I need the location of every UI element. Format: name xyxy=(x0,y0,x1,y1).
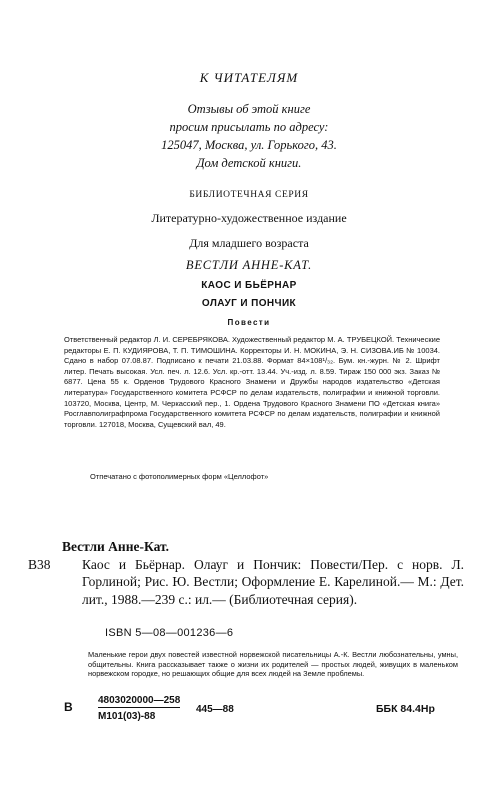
annotation-text: Маленькие герои двух повестей известной норвежской писательницы А.-К. Вестли любознательны, умны, общительны. Книга рассказывает также о жизни их родителей — простых людей, живущих в маленьком норвежском городке, но решающих общие для всех людей на Земле проблемы. xyxy=(88,650,458,679)
bbk-code: ББК 84.4Нр xyxy=(376,703,435,715)
card-author: Вестли Анне-Кат. xyxy=(62,539,169,554)
card-description: Каос и Бьёрнар. Олауг и Пончик: Повести/Пер. с норв. Л. Горлиной; Рис. Ю. Вестли; Оформление Е. Карелиной.— М.: Дет. лит., 1988.—239 с.: ил.— (Библиотечная серия). xyxy=(82,556,464,607)
genre-label: Повести xyxy=(227,318,271,327)
classification-code-right: 445—88 xyxy=(196,704,234,715)
to-readers-line: Дом детской книги. xyxy=(196,156,302,170)
series-label: БИБЛИОТЕЧНАЯ СЕРИЯ xyxy=(189,190,309,200)
catalog-card xyxy=(62,538,464,608)
classification-letter: В xyxy=(64,700,73,714)
imprint-text: Ответственный редактор Л. И. СЕРЕБРЯКОВА. Художественный редактор М. А. ТРУБЕЦКОЙ. Технические редакторы Е. П. КУДИЯРОВА, Т. П. ТИМОШИНА. Корректоры И. Н. МОКИНА, Э. Н. СИЗОВА.ИБ № 10034. Сдано в набор 07.08.87. Подписано к печати 21.03.88. Формат 84×108¹/₃₂. Бум. кн.-журн. № 2. Шрифт литер. Печать высокая. Усл. печ. л. 12.6. Усл. кр.-отт. 13.44. Уч.-изд. л. 8.59. Тираж 150 000 экз. Заказ № 6877. Цена 55 к. Орденов Трудового Красного Знамени и Дружбы народов издательство «Детская литература» Государственного комитета РСФСР по делам издательств, полиграфии и книжной торговли. 103720, Москва, Центр, М. Черкасский пер., 1. Ордена Трудового Красного Знамени ПО «Детская книга» Росглавполиграфпрома Государственного комитета РСФСР по делам издательств, полиграфии и книжной торговли. 127018, Москва, Сущевский вал, 49. xyxy=(64,335,440,429)
classification-code-bottom: М101(03)-88 xyxy=(98,711,156,722)
classification-code-top: 4803020000—258 xyxy=(98,695,181,706)
to-readers-line: просим присылать по адресу: xyxy=(169,120,329,134)
book-title-1: КАОС И БЬЁРНАР xyxy=(201,280,297,291)
edition-type: Литературно-художественное издание xyxy=(151,211,347,225)
printed-note: Отпечатано с фотополимерных форм «Целлофот» xyxy=(90,472,269,481)
to-readers-section xyxy=(0,70,498,172)
book-title-2: ОЛАУГ И ПОНЧИК xyxy=(201,298,297,309)
catalog-code: В38 xyxy=(28,557,51,572)
to-readers-line: 125047, Москва, ул. Горького, 43. xyxy=(161,138,337,152)
to-readers-title: К ЧИТАТЕЛЯМ xyxy=(199,70,299,85)
imprint-block xyxy=(64,335,440,430)
author-name: ВЕСТЛИ АННЕ-КАТ. xyxy=(185,258,313,272)
to-readers-line: Отзывы об этой книге xyxy=(187,102,311,116)
age-group: Для младшего возраста xyxy=(189,236,309,250)
isbn: ISBN 5—08—001236—6 xyxy=(105,627,234,639)
